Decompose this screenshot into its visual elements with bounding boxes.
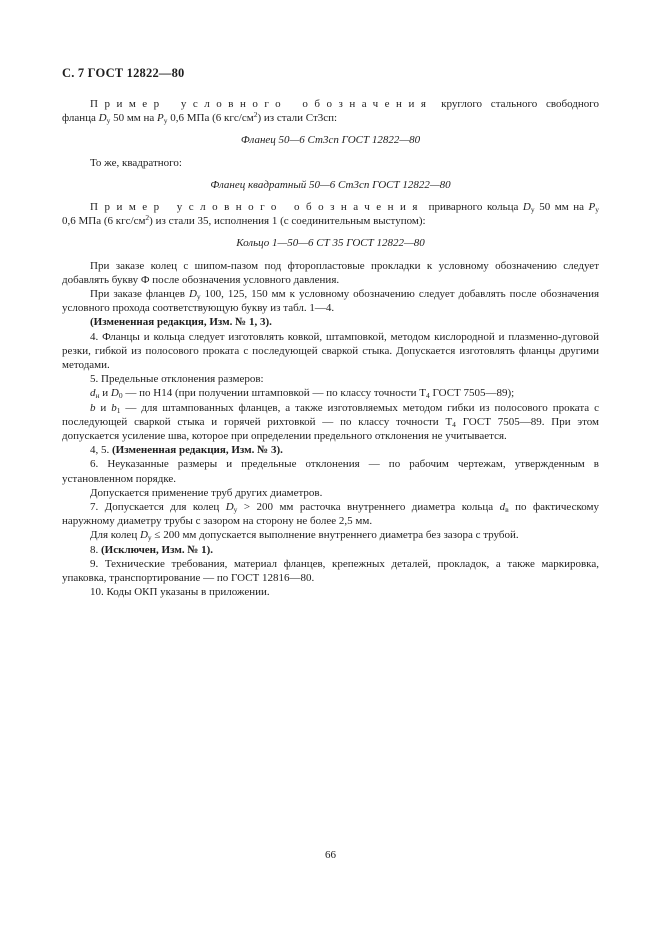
subscript: y — [530, 205, 535, 215]
subscript: y — [147, 533, 152, 543]
amendment-note: (Измененная редакция, Изм. № 1, 3). — [90, 316, 272, 329]
subscript: y — [233, 505, 238, 515]
text: и — [100, 401, 107, 414]
example-label: Пример условного обозначения — [90, 98, 433, 110]
text: 8. — [90, 543, 99, 556]
text: 0,6 МПа — [62, 215, 102, 228]
text: > 200 мм расточка внутреннего диаметра кольца — [243, 501, 494, 514]
symbol-d: D — [139, 529, 148, 542]
symbol-d: d — [90, 387, 96, 400]
page-header: С. 7 ГОСТ 12822—80 — [62, 66, 185, 80]
subscript: y — [106, 116, 111, 126]
example-label: Пример условного обозначения — [90, 201, 424, 214]
text: 50 мм на — [539, 201, 584, 214]
text: 100, 125, 150 мм к условному обозначению следует добавлять после обозначения условного прохода соответствующую букву из табл. 1—4. — [62, 288, 600, 315]
subscript: 4 — [452, 419, 456, 429]
text: 50 мм на — [113, 112, 155, 125]
subscript: в — [505, 505, 509, 515]
paragraph-4: 4. Фланцы и кольца следует изготовлять ковкой, штамповкой, методом кислородной и плазменно-дуговой резки, гибкой из полосового проката с последующей сваркой стыка. Допускается изготовлять фланцы другими методами. — [62, 330, 599, 372]
text: приварного кольца — [428, 201, 519, 214]
text: — для штампованных фланцев, а также изготовляемых методом гибки из полосового проката с последующей сваркой стыка и горячей рихтовкой — по класcу точности Т — [62, 401, 599, 428]
text: ГОСТ 7505—89); — [432, 387, 515, 400]
formula-ring: Кольцо 1—50—6 СТ 35 ГОСТ 12822—80 — [236, 237, 425, 250]
text: круглого стального свободного фланца — [62, 98, 599, 125]
text: ≤ 200 мм допускается выполнение внутреннего диаметра без зазора с трубой. — [154, 529, 519, 542]
text: Для колец — [90, 529, 138, 542]
document-body — [62, 97, 599, 600]
paragraph-tolerance-b — [62, 401, 599, 444]
text: 4, 5. — [90, 444, 110, 457]
paragraph-tolerance-d — [62, 386, 599, 400]
paragraph-9: 9. Технические требования, материал фланцев, крепежных деталей, прокладок, а также маркировка, упаковка, транспортирование — по ГОСТ 12816—80. — [62, 557, 599, 585]
text: (6 кгс/см — [103, 215, 146, 228]
paragraph-example-ring — [62, 200, 599, 228]
paragraph-order-rings: При заказе колец с шипом-пазом под фторопластовые прокладки к условному обозначению следует добавлять букву Ф после обозначения условного давления. — [62, 259, 599, 286]
text: ) из стали Ст3сп: — [257, 112, 338, 125]
symbol-d: D — [522, 201, 531, 214]
symbol-d: D — [98, 112, 107, 125]
formula-flange: Фланец 50—6 Ст3сп ГОСТ 12822—80 — [240, 134, 421, 147]
paragraph-order-flanges — [62, 287, 599, 315]
text: — по Н14 (при получении штамповкой — по классу точности Т — [125, 387, 427, 400]
amendment-text: (Измененная редакция, Изм. № 3). — [112, 444, 283, 457]
symbol-d: d — [499, 501, 506, 514]
text: 7. Допускается для колец — [90, 501, 220, 514]
text: При заказе фланцев — [90, 288, 185, 301]
paragraph-example-flange — [62, 97, 599, 125]
symbol-d: D — [225, 501, 234, 514]
symbol-p: P — [157, 112, 164, 125]
subscript: 0 — [118, 391, 123, 401]
paragraph-7 — [62, 500, 599, 528]
symbol-b: b — [111, 401, 117, 414]
symbol-d: D — [110, 387, 119, 400]
page-number: 66 — [325, 849, 336, 861]
subscript: y — [196, 292, 201, 302]
paragraph-10: 10. Коды ОКП указаны в приложении. — [90, 586, 270, 599]
text: ГОСТ 7505—89. При этом допускается усиление шва, которое при определении предельного отклонения не учитывается. — [62, 415, 600, 443]
subscript: 1 — [116, 405, 121, 415]
symbol-d: D — [188, 288, 197, 301]
superscript: 2 — [253, 110, 258, 120]
paragraph-pipes: Допускается применение труб других диаметров. — [90, 486, 323, 499]
superscript: 2 — [145, 213, 150, 223]
amendment-text: (Исключен, Изм. № 1). — [101, 543, 214, 556]
subscript: н — [95, 391, 100, 401]
symbol-p: P — [588, 201, 596, 214]
text: ) из стали 35, исполнения 1 (с соединительным выступом): — [149, 215, 426, 228]
paragraph-square: То же, квадратного: — [90, 156, 182, 169]
amendment-note-4-5 — [62, 443, 599, 457]
text: и — [102, 387, 109, 400]
formula-square-flange: Фланец квадратный 50—6 Ст3сп ГОСТ 12822—80 — [210, 178, 451, 191]
paragraph-6: 6. Неуказанные размеры и предельные отклонения — по рабочим чертежам, утвержденным в установленном порядке. — [62, 458, 599, 485]
subscript: y — [595, 205, 600, 215]
text: 0,6 МПа (6 кгс/см — [170, 112, 254, 125]
subscript: 4 — [426, 391, 430, 401]
paragraph-7-small-rings — [62, 528, 599, 542]
paragraph-5: 5. Предельные отклонения размеров: — [90, 373, 264, 386]
text: по фактическому наружному диаметру трубы с зазором на сторону не более 2,5 мм. — [62, 501, 599, 528]
subscript: y — [163, 116, 168, 126]
paragraph-8 — [62, 543, 599, 557]
symbol-b: b — [90, 401, 96, 414]
